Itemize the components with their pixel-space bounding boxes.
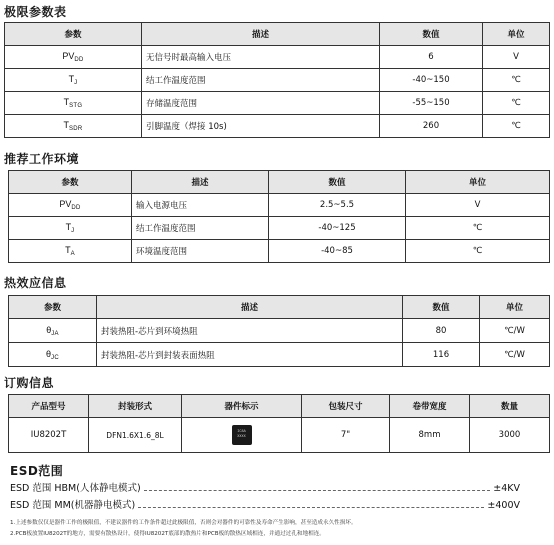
esd-hbm-line bbox=[10, 480, 520, 494]
header-param: 参数 bbox=[9, 296, 97, 319]
header-unit: 单位 bbox=[480, 296, 550, 319]
param-symbol: $\theta_{JA}$ bbox=[9, 319, 97, 343]
param-symbol: $\theta_{JC}$ bbox=[9, 343, 97, 367]
esd-mm-value: ±400V bbox=[487, 500, 520, 511]
param-description: 结工作温度范围 bbox=[142, 69, 380, 92]
param-unit: ℃ bbox=[406, 240, 550, 263]
footnote-1: 1.上述参数仅仅是器件工作的极限值，不建议器件的工作条件超过此极限值，否则会对器件的可靠性及寿命产生影响，甚至造成永久性损坏。 bbox=[10, 520, 357, 526]
param-unit: ℃ bbox=[406, 217, 550, 240]
param-value: 116 bbox=[403, 343, 480, 367]
header-package: 封装形式 bbox=[89, 395, 182, 418]
param-value: -40~125 bbox=[269, 217, 406, 240]
esd-hbm-label: ESD 范围 HBM(人体静电模式) bbox=[10, 483, 141, 494]
param-value: -55~150 bbox=[380, 92, 483, 115]
table-row bbox=[5, 46, 550, 69]
header-param: 参数 bbox=[9, 171, 132, 194]
param-unit: ℃ bbox=[483, 69, 550, 92]
header-desc: 描述 bbox=[142, 23, 380, 46]
leader-dots bbox=[144, 490, 491, 491]
section-title-thermal: 热效应信息 bbox=[4, 276, 67, 290]
param-value: 80 bbox=[403, 319, 480, 343]
header-unit: 单位 bbox=[406, 171, 550, 194]
order-reel-size: 7" bbox=[302, 418, 390, 453]
section-title-ordering: 订购信息 bbox=[4, 376, 55, 390]
param-description: 结工作温度范围 bbox=[132, 217, 269, 240]
param-symbol: $T_J$ bbox=[9, 217, 132, 240]
header-desc: 描述 bbox=[97, 296, 403, 319]
table-row bbox=[9, 194, 550, 217]
param-unit: V bbox=[406, 194, 550, 217]
section-title-recommended: 推荐工作环境 bbox=[4, 152, 80, 166]
param-description: 环境温度范围 bbox=[132, 240, 269, 263]
header-param: 参数 bbox=[5, 23, 142, 46]
table-row bbox=[9, 240, 550, 263]
header-tape-width: 卷带宽度 bbox=[390, 395, 470, 418]
header-model: 产品型号 bbox=[9, 395, 89, 418]
header-unit: 单位 bbox=[483, 23, 550, 46]
param-unit: ℃ bbox=[483, 115, 550, 138]
param-symbol: $T_A$ bbox=[9, 240, 132, 263]
abs-max-table bbox=[4, 22, 550, 138]
param-value: 6 bbox=[380, 46, 483, 69]
param-value: 2.5~5.5 bbox=[269, 194, 406, 217]
esd-mm-label: ESD 范围 MM(机器静电模式) bbox=[10, 500, 136, 511]
esd-mm-line bbox=[10, 497, 520, 511]
table-row bbox=[9, 418, 550, 453]
param-symbol: $PV_{DD}$ bbox=[9, 194, 132, 217]
param-symbol: $T_J$ bbox=[5, 69, 142, 92]
ordering-table bbox=[8, 394, 550, 453]
header-value: 数值 bbox=[403, 296, 480, 319]
table-row bbox=[9, 319, 550, 343]
param-unit: ℃ bbox=[483, 92, 550, 115]
recommended-table bbox=[8, 170, 550, 263]
order-quantity: 3000 bbox=[470, 418, 550, 453]
param-symbol: $T_{SDR}$ bbox=[5, 115, 142, 138]
param-value: -40~150 bbox=[380, 69, 483, 92]
table-row bbox=[9, 343, 550, 367]
param-description: 封装热阻-芯片到环境热阻 bbox=[97, 319, 403, 343]
param-symbol: $T_{STG}$ bbox=[5, 92, 142, 115]
param-unit: ℃/W bbox=[480, 343, 550, 367]
table-row bbox=[5, 115, 550, 138]
thermal-table bbox=[8, 295, 550, 367]
order-marking bbox=[182, 418, 302, 453]
order-model: IU8202T bbox=[9, 418, 89, 453]
table-row bbox=[9, 217, 550, 240]
header-value: 数值 bbox=[269, 171, 406, 194]
param-description: 无信号时最高输入电压 bbox=[142, 46, 380, 69]
header-quantity: 数量 bbox=[470, 395, 550, 418]
section-title-abs-max: 极限参数表 bbox=[4, 5, 67, 19]
param-description: 存储温度范围 bbox=[142, 92, 380, 115]
table-row bbox=[5, 69, 550, 92]
footnote-2: 2.PCB板放置IU8202T的地方，需要有散热设计，使得IU8202T底部的散热片和PCB板的散热区域相连，并通过过孔和地相连。 bbox=[10, 531, 325, 537]
param-description: 引脚温度（焊接 10s) bbox=[142, 115, 380, 138]
param-unit: V bbox=[483, 46, 550, 69]
order-tape-width: 8mm bbox=[390, 418, 470, 453]
param-symbol: $PV_{DD}$ bbox=[5, 46, 142, 69]
param-value: 260 bbox=[380, 115, 483, 138]
table-row bbox=[5, 92, 550, 115]
section-title-esd: ESD范围 bbox=[10, 464, 64, 478]
param-description: 封装热阻-芯片到封装表面热阻 bbox=[97, 343, 403, 367]
param-value: -40~85 bbox=[269, 240, 406, 263]
order-package: DFN1.6X1.6_8L bbox=[89, 418, 182, 453]
header-reel-size: 包装尺寸 bbox=[302, 395, 390, 418]
header-marking: 器件标示 bbox=[182, 395, 302, 418]
header-desc: 描述 bbox=[132, 171, 269, 194]
leader-dots bbox=[138, 507, 484, 508]
chip-marking-icon: IC8A XXXX bbox=[232, 425, 252, 445]
esd-hbm-value: ±4KV bbox=[493, 483, 520, 494]
param-description: 输入电源电压 bbox=[132, 194, 269, 217]
param-unit: ℃/W bbox=[480, 319, 550, 343]
header-value: 数值 bbox=[380, 23, 483, 46]
